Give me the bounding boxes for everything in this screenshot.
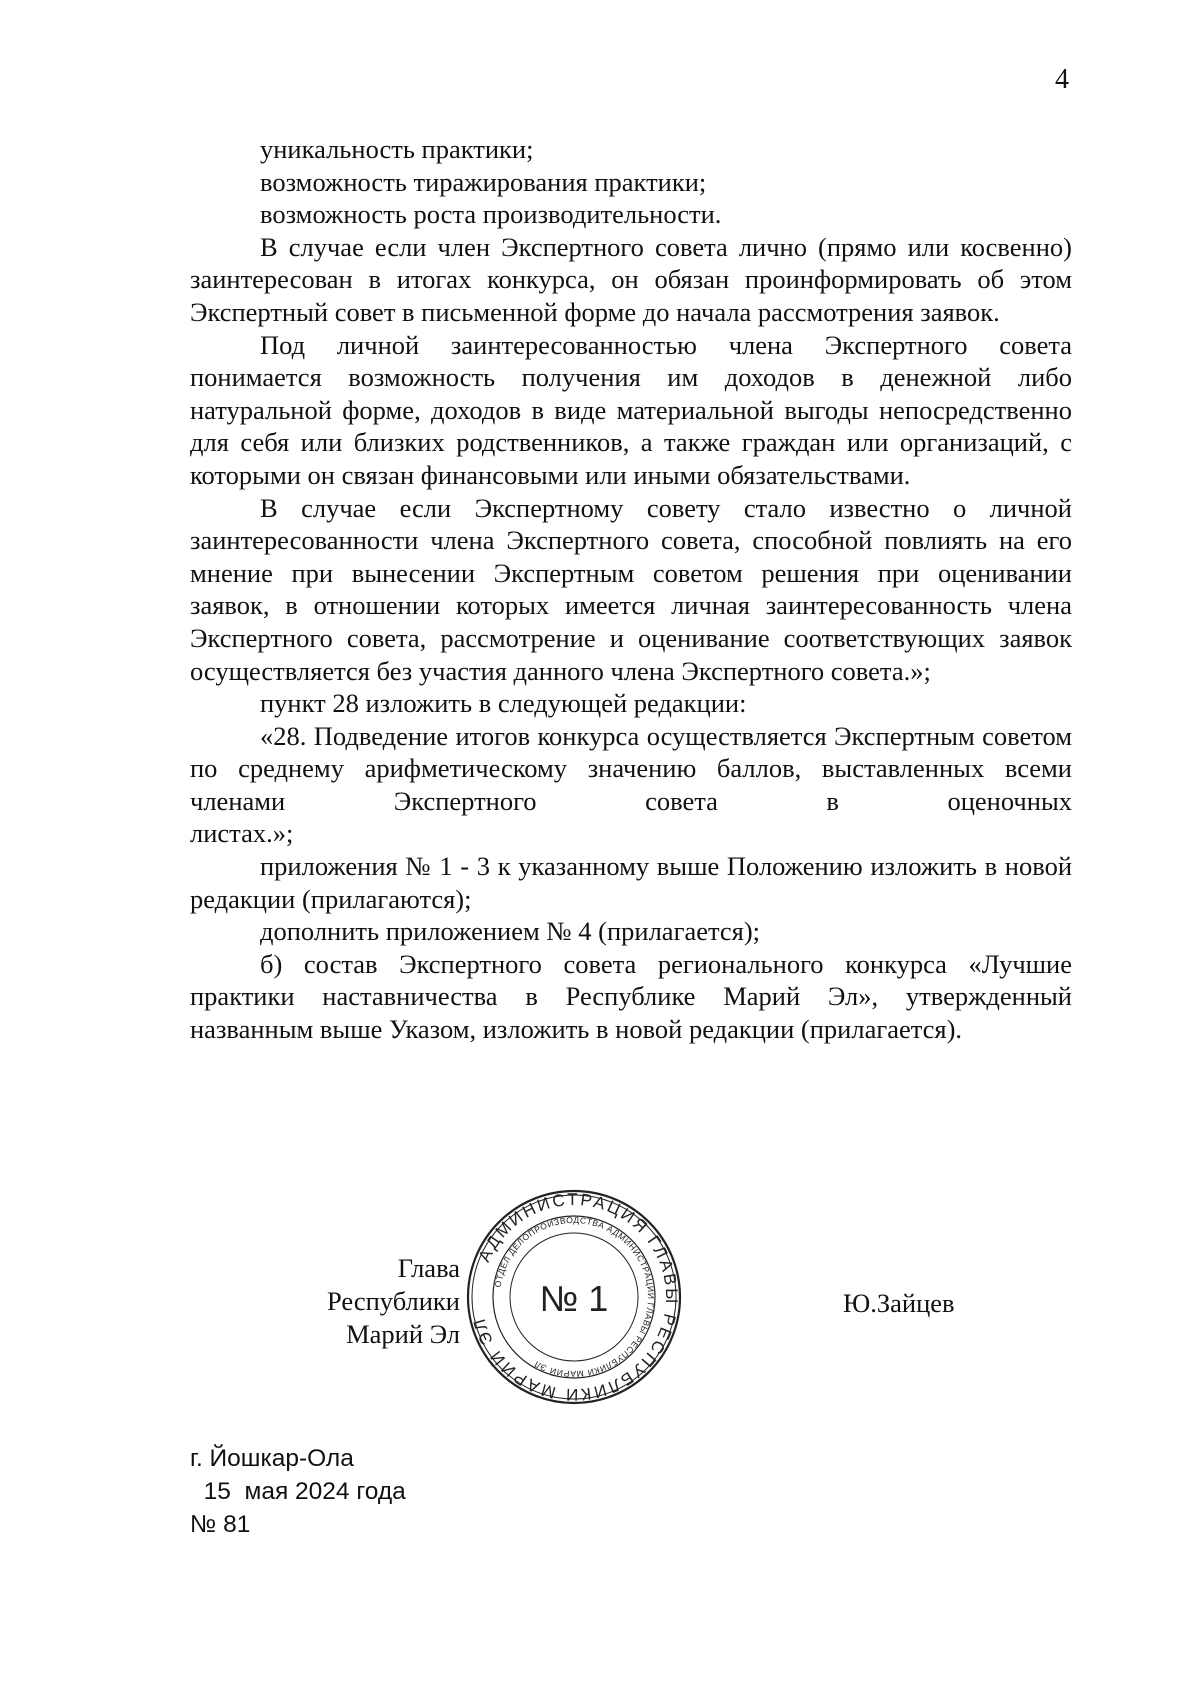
paragraph: Под личной заинтересованностью члена Экспертного совета понимается возможность получения им доходов в денежной либо натуральной форме, доходов в виде материальной выгоды непосредственно для себя или близких родственников, а также граждан или организаций, с которыми он связан финансовыми или иными обязательствами. xyxy=(190,329,1072,490)
paragraph: уникальность практики; xyxy=(260,134,534,164)
document-footer xyxy=(190,1442,406,1541)
paragraph: В случае если Экспертному совету стало известно о личной заинтересованности члена Экспертного совета, способной повлиять на его мнение при вынесении Экспертным советом решения при оценивании заявок, в отношении которых имеется личная заинтересованность члена Экспертного совета, рассмотрение и оценивание соответствующих заявок осуществляется без участия данного члена Экспертного совета.»; xyxy=(190,492,1072,686)
paragraph: приложения № 1 - 3 к указанному выше Положению изложить в новой редакции (прилагаются); xyxy=(190,851,1072,914)
seal-inner-text: ОТДЕЛ ДЕЛОПРОИЗВОДСТВА АДМИНИСТРАЦИИ ГЛАВЫ РЕСПУБЛИКИ МАРИЙ ЭЛ xyxy=(492,1214,657,1380)
paragraph: дополнить приложением № 4 (прилагается); xyxy=(260,916,761,947)
signatory-title-line: Республики Марий Эл xyxy=(327,1286,460,1349)
document-number: № 81 xyxy=(190,1511,251,1538)
date-line: 15 мая 2024 года xyxy=(190,1478,406,1505)
signatory-name: Ю.Зайцев xyxy=(843,1288,955,1318)
paragraph: В случае если член Экспертного совета лично (прямо или косвенно) заинтересован в итогах конкурса, он обязан проинформировать об этом Экспертный совет в письменной форме до начала рассмотрения заявок. xyxy=(190,231,1072,327)
official-seal xyxy=(464,1187,684,1407)
paragraph: «28. Подведение итогов конкурса осуществляется Экспертным советом по среднему арифметическому значению баллов, выставленных всеми членами Экспертного совета в оценочных xyxy=(190,720,1072,816)
paragraph: пункт 28 изложить в следующей редакции: xyxy=(260,688,747,719)
seal-number: № 1 xyxy=(539,1278,609,1319)
signatory-title-line: Глава xyxy=(397,1253,460,1283)
document-body xyxy=(190,133,1072,1046)
city-line: г. Йошкар-Ола xyxy=(190,1445,354,1472)
signatory-title xyxy=(280,1252,460,1351)
paragraph: листах.»; xyxy=(190,818,294,849)
paragraph: возможность роста производительности. xyxy=(260,199,722,230)
seal-outer-text: АДМИНИСТРАЦИЯ ГЛАВЫ РЕСПУБЛИКИ МАРИЙ ЭЛ xyxy=(469,1189,682,1405)
paragraph: возможность тиражирования практики; xyxy=(260,166,707,197)
paragraph: б) состав Экспертного совета регионального конкурса «Лучшие практики наставничества в Республике Марий Эл», утвержденный названным выше Указом, изложить в новой редакции (прилагается). xyxy=(190,948,1072,1045)
page-number: 4 xyxy=(1055,64,1069,95)
